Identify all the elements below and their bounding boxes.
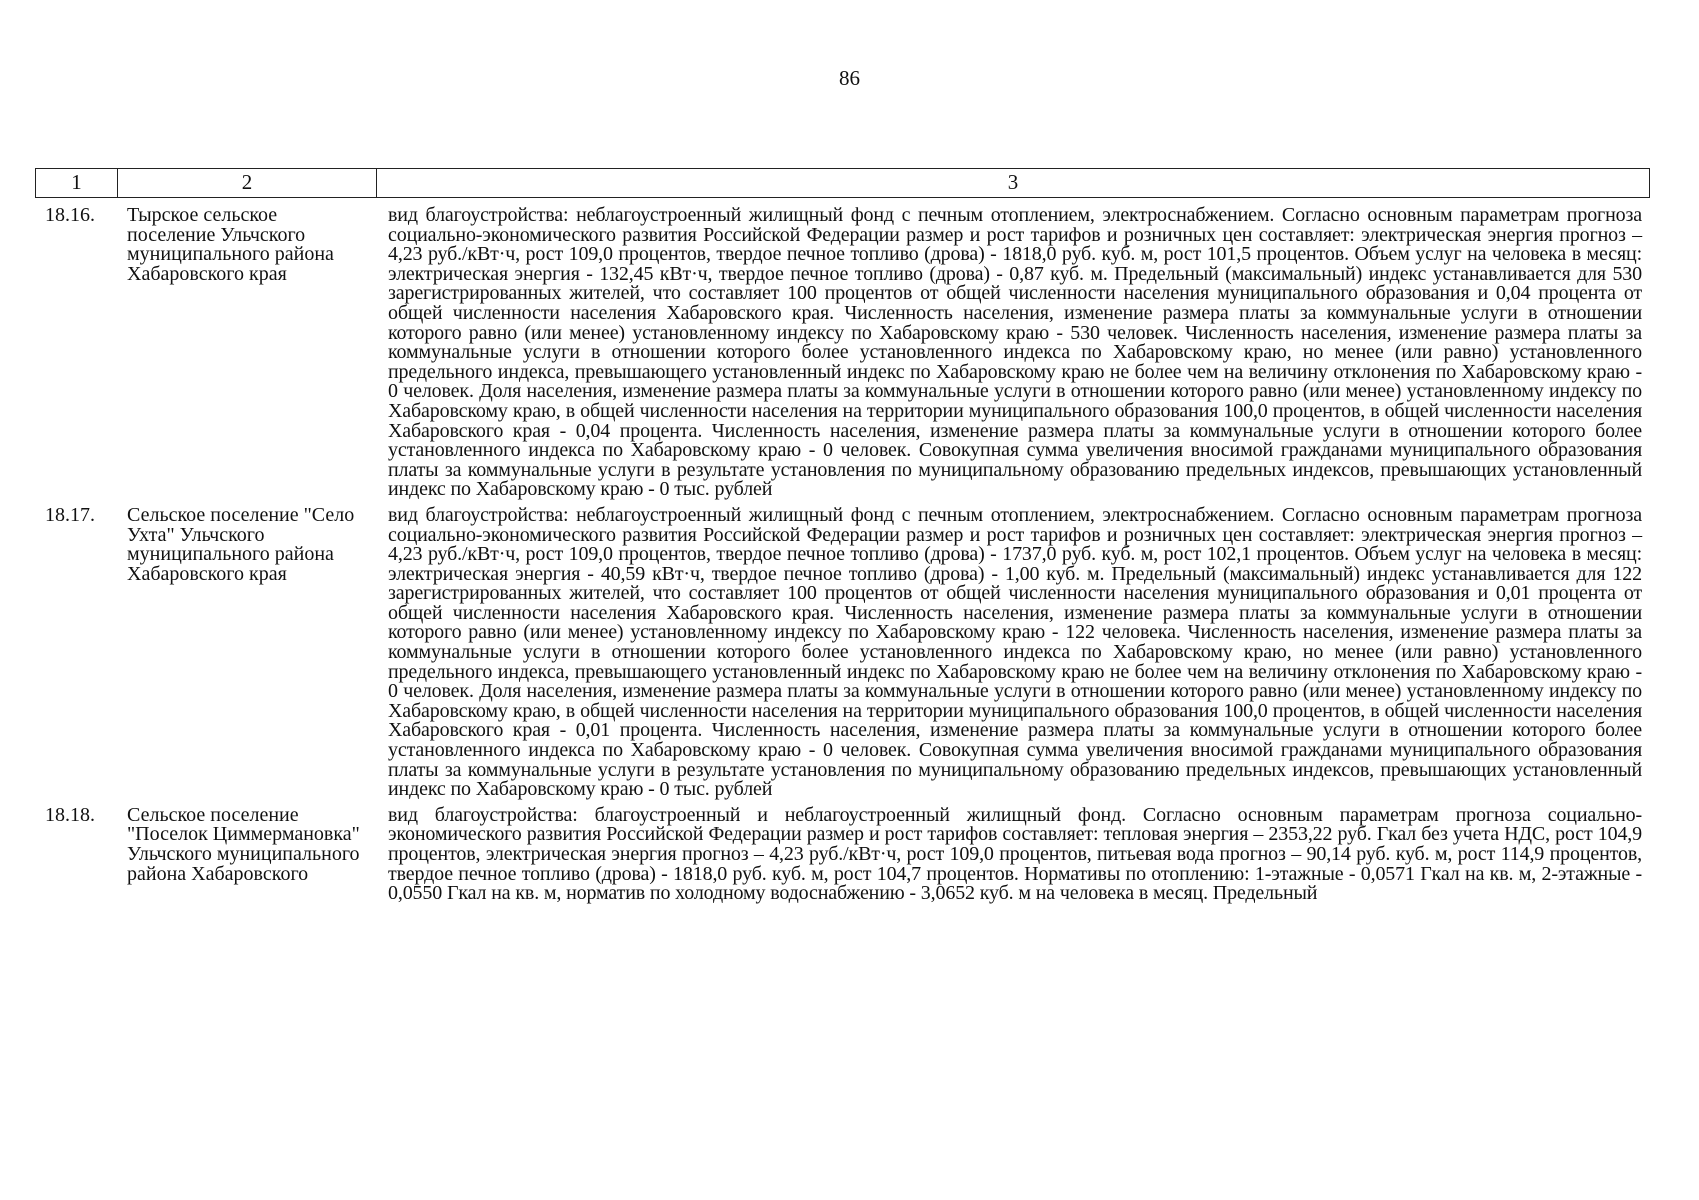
row-description: вид благоустройства: неблагоустроенный жилищный фонд с печным отоплением, электроснабжением. Согласно основным параметрам прогноза социально-экономического развития Российской Федерации размер и рост тарифов и розничных цен составляет: электрическая энергия прогноз – 4,23 руб./кВт·ч, рост 109,0 процентов, твердое печное топливо (дрова) - 1737,0 руб. куб. м, рост 102,1 процентов. Объем услуг на человека в месяц: электрическая энергия - 40,59 кВт·ч, твердое печное топливо (дрова) - 1,00 куб. м. Предельный (максимальный) индекс устанавливается для 122 зарегистрированных жителей, что составляет 100 процентов от общей численности населения муниципального образования и 0,01 процента от общей численности населения Хабаровского края. Численность населения, изменение размера платы за коммунальные услуги в отношении которого равно (или менее) установленному индексу по Хабаровскому краю - 122 человека. Численность населения, изменение размера платы за коммунальные услуги в отношении которого более установленного индекса по Хабаровскому краю, но менее (или равно) установленного предельного индекса, превышающего установленный индекс по Хабаровскому краю не более чем на величину отклонения по Хабаровскому краю - 0 человек. Доля населения, изменение размера платы за коммунальные услуги в отношении которого равно (или менее) установленному индексу по Хабаровскому краю, в общей численности населения на территории муниципального образования 100,0 процентов, в общей численности населения Хабаровского края - 0,01 процента. Численность населения, изменение размера платы за коммунальные услуги в отношении которого более установленного индекса по Хабаровскому краю - 0 человек. Совокупная сумма увеличения вносимой гражданами муниципального образования платы за коммунальные услуги в результате установления по муниципальному образованию предельных индексов, превышающих установленный индекс по Хабаровскому краю - 0 тыс. рублей [388,503,1642,801]
table-row [35,503,1650,801]
municipality-name: Сельское поселение "Село Ухта" Ульчского муниципального района Хабаровского края [127,503,355,585]
page-number: 86 [839,66,860,90]
row-number: 18.17. [45,503,95,526]
row-description: вид благоустройства: благоустроенный и неблагоустроенный жилищный фонд. Согласно основным параметрам прогноза социально-экономического развития Российской Федерации размер и рост тарифов составляет: тепловая энергия – 2353,22 руб. Гкал без учета НДС, рост 104,9 процентов, электрическая энергия прогноз – 4,23 руб./кВт·ч, рост 109,0 процентов, питьевая вода прогноз – 90,14 руб. куб. м, рост 114,9 процентов, твердое печное топливо (дрова) - 1818,0 руб. куб. м, рост 104,7 процентов. Нормативы по отоплению: 1-этажные - 0,0571 Гкал на кв. м, 2-этажные - 0,0550 Гкал на кв. м, норматив по холодному водоснабжению - 3,0652 куб. м на человека в месяц. Предельный [388,803,1642,905]
table-row [35,803,1650,905]
row-description: вид благоустройства: неблагоустроенный жилищный фонд с печным отоплением, электроснабжением. Согласно основным параметрам прогноза социально-экономического развития Российской Федерации размер и рост тарифов и розничных цен составляет: электрическая энергия прогноз – 4,23 руб./кВт·ч, рост 109,0 процентов, твердое печное топливо (дрова) - 1818,0 руб. куб. м, рост 101,5 процентов. Объем услуг на человека в месяц: электрическая энергия - 132,45 кВт·ч, твердое печное топливо (дрова) - 0,87 куб. м. Предельный (максимальный) индекс устанавливается для 530 зарегистрированных жителей, что составляет 100 процентов от общей численности населения муниципального образования и 0,04 процента от общей численности населения Хабаровского края. Численность населения, изменение размера платы за коммунальные услуги в отношении которого равно (или менее) установленному индексу по Хабаровскому краю - 530 человек. Численность населения, изменение размера платы за коммунальные услуги в отношении которого более установленного индекса по Хабаровскому краю, но менее (или равно) установленного предельного индекса, превышающего установленный индекс по Хабаровскому краю не более чем на величину отклонения по Хабаровскому краю - 0 человек. Доля населения, изменение размера платы за коммунальные услуги в отношении которого равно (или менее) установленному индексу по Хабаровскому краю, в общей численности населения на территории муниципального образования 100,0 процентов, в общей численности населения Хабаровского края - 0,04 процента. Численность населения, изменение размера платы за коммунальные услуги в отношении которого более установленного индекса по Хабаровскому краю - 0 человек. Совокупная сумма увеличения вносимой гражданами муниципального образования платы за коммунальные услуги в результате установления по муниципальному образованию предельных индексов, превышающих установленный индекс по Хабаровскому краю - 0 тыс. рублей [388,204,1642,501]
table-header-row [35,168,1650,198]
row-number: 18.18. [45,803,95,826]
row-number: 18.16. [45,204,95,226]
table-row [35,206,1650,500]
table-header-col-3: 3 [1007,170,1019,194]
municipality-name: Тырское сельское поселение Ульчского муниципального района Хабаровского края [127,204,334,285]
municipality-name: Сельское поселение "Поселок Циммермановка" Ульчского муниципального района Хабаровского [127,803,360,885]
table-header-col-1: 1 [36,169,118,197]
table-body [35,206,1650,910]
table-header-col-2: 2 [118,169,377,197]
